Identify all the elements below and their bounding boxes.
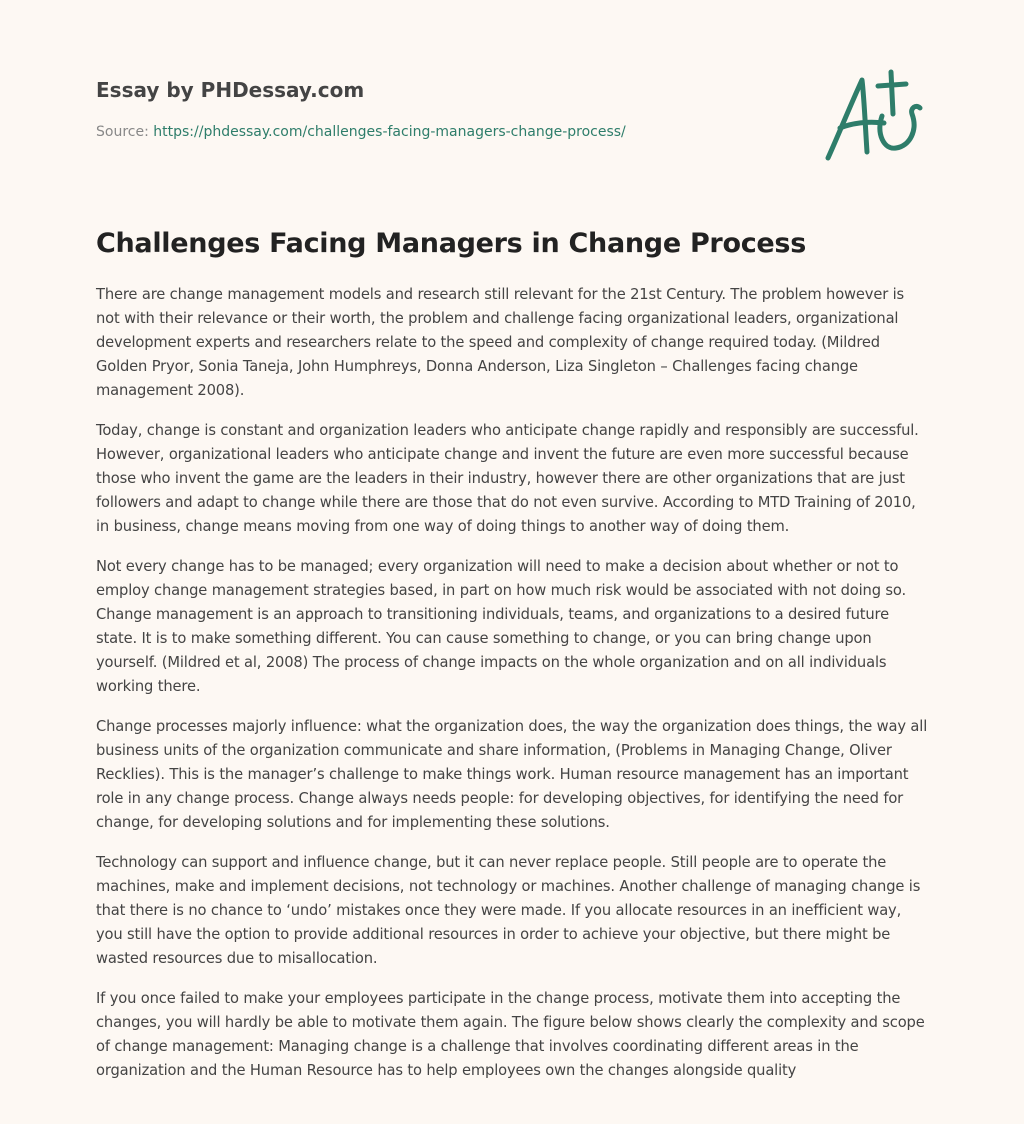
a-plus-grade-icon	[818, 66, 928, 166]
paragraph: There are change management models and research still relevant for the 21st Century. The problem however is not with their relevance or their worth, the problem and challenge facing organizational leaders, organizational development experts and researchers relate to the speed and complexity of change required today. (Mildred Golden Pryor, Sonia Taneja, John Humphreys, Donna Anderson, Liza Singleton – Challenges facing change management 2008).	[96, 286, 905, 399]
essay-article	[96, 224, 928, 1099]
paragraph: Change processes majorly influence: what the organization does, the way the organization does things, the way all business units of the organization communicate and share information, (Problems in Managing Change, Oliver Recklies). This is the manager’s challenge to make things work. Human resource management has an important role in any change process. Change always needs people: for developing objectives, for identifying the need for change, for developing solutions and for implementing these solutions.	[96, 718, 928, 831]
source-line	[96, 122, 796, 142]
paragraph: Technology can support and influence change, but it can never replace people. Still people are to operate the machines, make and implement decisions, not technology or machines. Another challenge of managing change is that there is no chance to ‘undo’ mistakes once they were made. If you allocate resources in an inefficient way, you still have the option to provide additional resources in order to achieve your objective, but there might be wasted resources due to misallocation.	[96, 854, 921, 967]
source-link[interactable]: https://phdessay.com/challenges-facing-managers-change-process/	[153, 124, 626, 140]
paragraph: Not every change has to be managed; every organization will need to make a decision about whether or not to employ change management strategies based, in part on how much risk would be associated with not doing so. Change management is an approach to transitioning individuals, teams, and organizations to a desired future state. It is to make something different. You can cause something to change, or you can bring change upon yourself. (Mildred et al, 2008) The process of change impacts on the whole organization and on all individuals working there.	[96, 558, 906, 695]
article-title: Challenges Facing Managers in Change Process	[96, 228, 806, 259]
source-label: Source:	[96, 124, 154, 140]
paragraph: Today, change is constant and organization leaders who anticipate change rapidly and responsibly are successful. However, organizational leaders who anticipate change and invent the future are even more successful because those who invent the game are the leaders in their industry, however there are other organizations that are just followers and adapt to change while there are those that do not even survive. According to MTD Training of 2010, in business, change means moving from one way of doing things to another way of doing them.	[96, 422, 919, 535]
page-header	[96, 76, 796, 142]
paragraph: If you once failed to make your employees participate in the change process, motivate them into accepting the changes, you will hardly be able to motivate them again. The figure below shows clearly the complexity and scope of change management: Managing change is a challenge that involves coordinating different areas in the organization and the Human Resource has to help employees own the changes alongside quality	[96, 990, 925, 1079]
site-title: Essay by PHDessay.com	[96, 78, 365, 102]
